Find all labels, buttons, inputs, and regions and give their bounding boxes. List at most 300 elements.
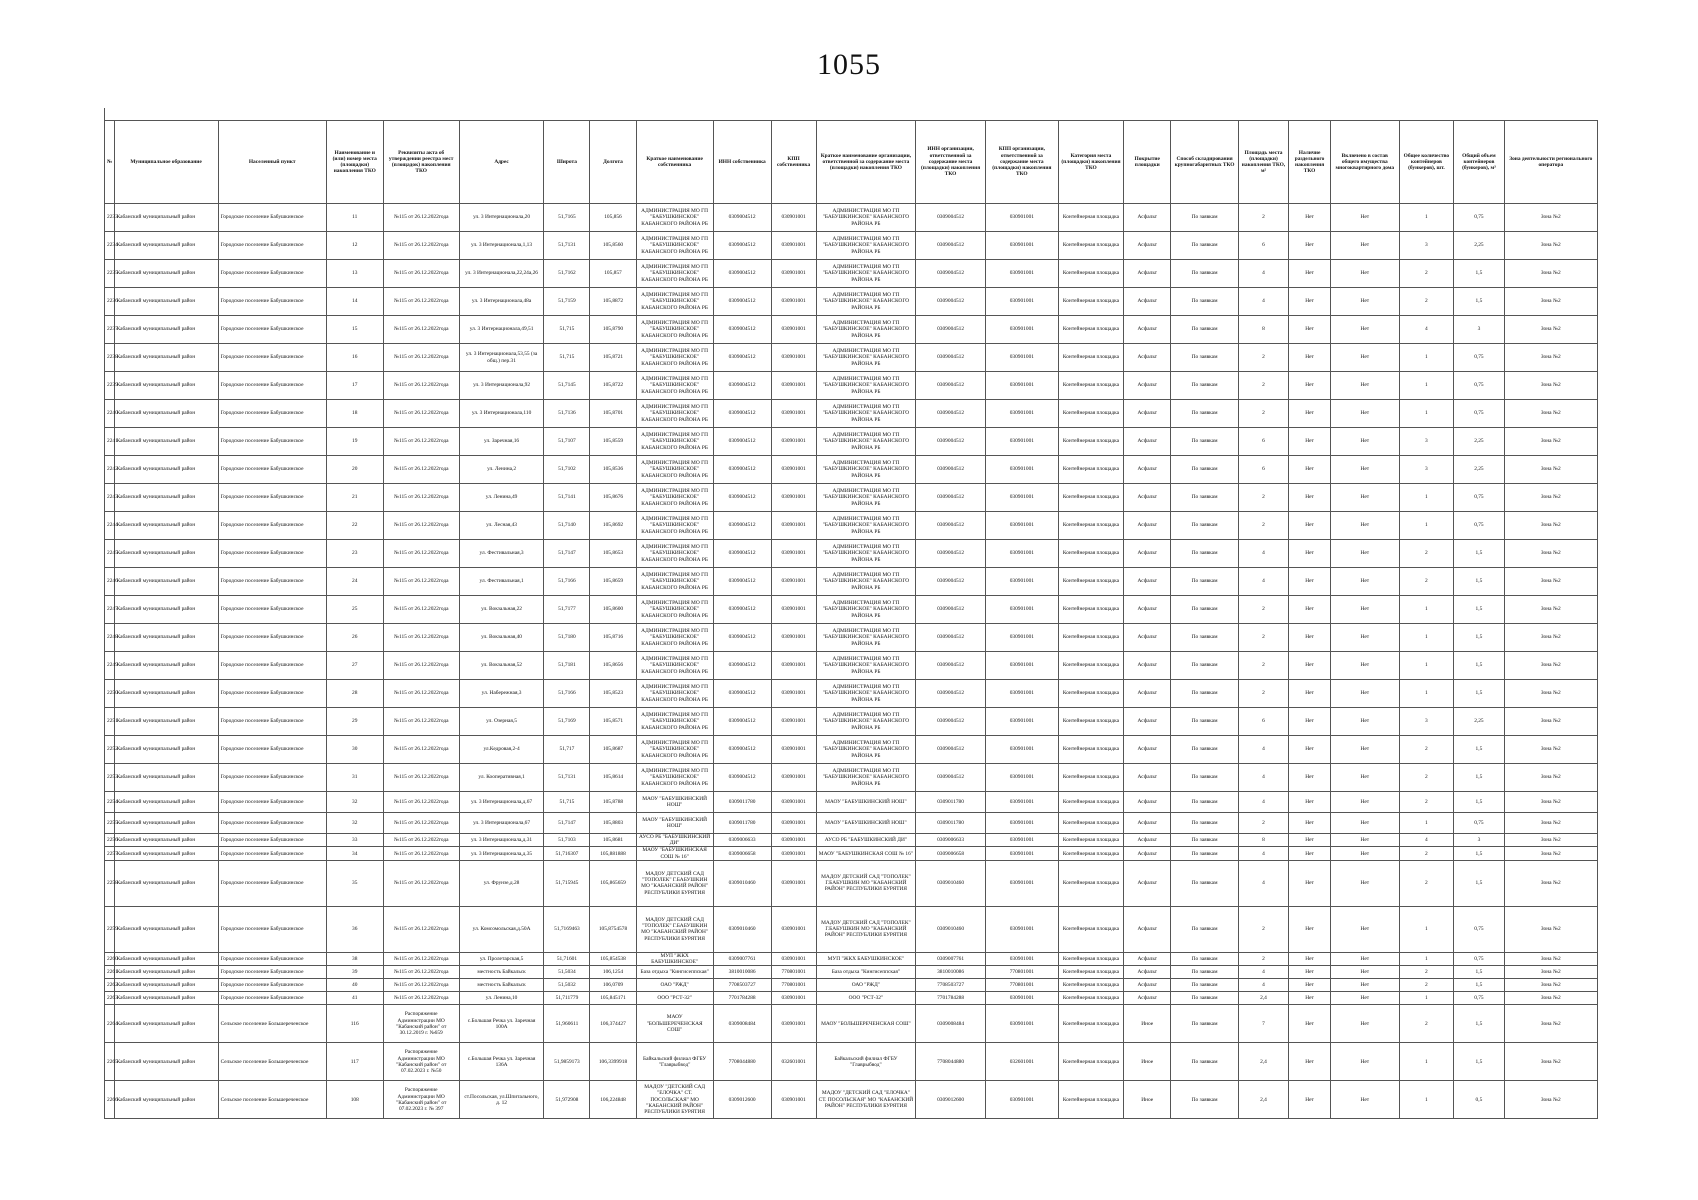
cell-owner-inn: 0309008484 xyxy=(713,1005,771,1043)
cell-n: 2239 xyxy=(105,372,115,400)
cell-place: 31 xyxy=(326,764,383,792)
cell-place: 22 xyxy=(326,512,383,540)
cell-owner-inn: 0309004512 xyxy=(713,624,771,652)
cell-owner: АДМИНИСТРАЦИЯ МО ГП "БАБУШКИНСКОЕ" КАБАНСКОГО РАЙОНА РБ xyxy=(636,736,713,764)
cell-org-kpp: 030901001 xyxy=(985,512,1058,540)
cell-common: Нет xyxy=(1330,834,1399,847)
cell-addr: ул. Озерная,5 xyxy=(459,708,544,736)
cell-common: Нет xyxy=(1330,512,1399,540)
cell-org: МАОУ "БАБУШКИНСКИЙ НОШ" xyxy=(816,792,916,813)
cell-org-inn: 0309008484 xyxy=(916,1005,986,1043)
cell-mo: Кабанский муниципальный район xyxy=(114,428,218,456)
cell-mo: Кабанский муниципальный район xyxy=(114,792,218,813)
cell-n: 2261 xyxy=(105,966,115,979)
cell-common: Нет xyxy=(1330,992,1399,1005)
cell-common: Нет xyxy=(1330,540,1399,568)
table-row xyxy=(105,979,1598,992)
cell-lat: 51,972908 xyxy=(544,1081,590,1119)
cell-place: 18 xyxy=(326,400,383,428)
cell-kgo: По заявкам xyxy=(1171,596,1239,624)
cell-addr: ул. Набережная,3 xyxy=(459,680,544,708)
cell-volume: 1,5 xyxy=(1454,1005,1504,1043)
cell-org-inn: 0309010460 xyxy=(916,860,986,906)
cell-zone: Зона №2 xyxy=(1504,540,1597,568)
column-header: Включено в состав общего имущества многоквартирного дома xyxy=(1330,121,1399,204)
cell-count: 1 xyxy=(1399,952,1454,965)
cell-cat: Контейнерная площадка xyxy=(1058,596,1123,624)
cell-cat: Контейнерная площадка xyxy=(1058,1005,1123,1043)
cell-owner: АДМИНИСТРАЦИЯ МО ГП "БАБУШКИНСКОЕ" КАБАНСКОГО РАЙОНА РБ xyxy=(636,400,713,428)
cell-lat: 51,7107 xyxy=(544,428,590,456)
cell-kgo: По заявкам xyxy=(1171,680,1239,708)
cell-np: Городское поселение Бабушкинское xyxy=(218,992,326,1005)
cell-cover: Иное xyxy=(1124,1081,1171,1119)
cell-cat: Контейнерная площадка xyxy=(1058,400,1123,428)
cell-act: №115 от 26.12.2022года xyxy=(383,596,459,624)
cell-volume: 1,5 xyxy=(1454,680,1504,708)
cell-zone: Зона №2 xyxy=(1504,1081,1597,1119)
cell-org: АДМИНИСТРАЦИЯ МО ГП "БАБУШКИНСКОЕ" КАБАНСКОГО РАЙОНА РБ xyxy=(816,316,916,344)
cell-act: №115 от 26.12.2022года xyxy=(383,992,459,1005)
cell-sep: Нет xyxy=(1289,344,1331,372)
cell-addr: ул. 3 Интернационала,1,13 xyxy=(459,232,544,260)
cell-n: 2260 xyxy=(105,952,115,965)
cell-owner-inn: 0309010460 xyxy=(713,906,771,952)
cell-count: 2 xyxy=(1399,568,1454,596)
cell-act: №115 от 26.12.2022года xyxy=(383,708,459,736)
cell-lon: 105,8656 xyxy=(590,652,636,680)
cell-area: 8 xyxy=(1238,316,1288,344)
table-row xyxy=(105,288,1598,316)
cell-act: №115 от 26.12.2022года xyxy=(383,540,459,568)
cell-owner: МАОУ "БОЛЬШЕРЕЧЕНСКАЯ СОШ" xyxy=(636,1005,713,1043)
cell-org-inn: 7708044880 xyxy=(916,1043,986,1081)
cell-org-inn: 0309004512 xyxy=(916,456,986,484)
cell-owner: ООО "РСТ-32" xyxy=(636,992,713,1005)
cell-owner-kpp: 030901001 xyxy=(771,813,816,834)
cell-kgo: По заявкам xyxy=(1171,860,1239,906)
cell-cover: Асфальт xyxy=(1124,624,1171,652)
cell-np: Городское поселение Бабушкинское xyxy=(218,456,326,484)
cell-owner-kpp: 030901001 xyxy=(771,288,816,316)
column-header: ИНН собственника xyxy=(713,121,771,204)
cell-common: Нет xyxy=(1330,1081,1399,1119)
cell-mo: Кабанский муниципальный район xyxy=(114,860,218,906)
cell-lat: 51,7166 xyxy=(544,680,590,708)
cell-area: 2 xyxy=(1238,344,1288,372)
cell-area: 4 xyxy=(1238,288,1288,316)
cell-addr: ул. Лесная,43 xyxy=(459,512,544,540)
column-header: Наименование и (или) номер места (площадки) накопления ТКО xyxy=(326,121,383,204)
cell-org-inn: 0309004512 xyxy=(916,736,986,764)
cell-n: 2257 xyxy=(105,847,115,860)
cell-count: 1 xyxy=(1399,400,1454,428)
cell-count: 2 xyxy=(1399,792,1454,813)
cell-common: Нет xyxy=(1330,484,1399,512)
cell-lat: 51,5032 xyxy=(544,979,590,992)
cell-mo: Кабанский муниципальный район xyxy=(114,847,218,860)
cell-addr: ул. 3 Интернационала,92 xyxy=(459,372,544,400)
cell-cover: Асфальт xyxy=(1124,428,1171,456)
cell-cat: Контейнерная площадка xyxy=(1058,952,1123,965)
cell-sep: Нет xyxy=(1289,1081,1331,1119)
cell-common: Нет xyxy=(1330,813,1399,834)
cell-lat: 51,715945 xyxy=(544,860,590,906)
cell-place: 25 xyxy=(326,596,383,624)
cell-sep: Нет xyxy=(1289,484,1331,512)
cell-org: АДМИНИСТРАЦИЯ МО ГП "БАБУШКИНСКОЕ" КАБАНСКОГО РАЙОНА РБ xyxy=(816,540,916,568)
cell-cat: Контейнерная площадка xyxy=(1058,344,1123,372)
cell-kgo: По заявкам xyxy=(1171,708,1239,736)
cell-owner-kpp: 770801001 xyxy=(771,979,816,992)
cell-np: Городское поселение Бабушкинское xyxy=(218,260,326,288)
cell-n: 2243 xyxy=(105,484,115,512)
cell-act: Распоряжение Администрации МО "Кабанский район" от 07.02.2023 г. № 397 xyxy=(383,1081,459,1119)
cell-np: Сельское поселение Большереченское xyxy=(218,1043,326,1081)
cell-org: МАДОУ ДЕТСКИЙ САД "ТОПОЛЕК" Г.БАБУШКИН МО "КАБАНСКИЙ РАЙОН" РЕСПУБЛИКИ БУРЯТИЯ xyxy=(816,860,916,906)
cell-zone: Зона №2 xyxy=(1504,979,1597,992)
cell-area: 2 xyxy=(1238,680,1288,708)
cell-act: №115 от 26.12.2022года xyxy=(383,834,459,847)
cell-addr: ул. Вокзальная,52 xyxy=(459,652,544,680)
cell-addr: ул. 3 Интернационала,22,24а,26 xyxy=(459,260,544,288)
cell-owner-kpp: 030901001 xyxy=(771,568,816,596)
table-body xyxy=(105,204,1598,1119)
cell-lat: 51,715 xyxy=(544,316,590,344)
cell-kgo: По заявкам xyxy=(1171,624,1239,652)
cell-owner-inn: 7701784288 xyxy=(713,992,771,1005)
cell-kgo: По заявкам xyxy=(1171,204,1239,232)
cell-sep: Нет xyxy=(1289,906,1331,952)
cell-area: 7 xyxy=(1238,1005,1288,1043)
cell-n: 2266 xyxy=(105,1081,115,1119)
cell-np: Городское поселение Бабушкинское xyxy=(218,316,326,344)
cell-owner: АДМИНИСТРАЦИЯ МО ГП "БАБУШКИНСКОЕ" КАБАНСКОГО РАЙОНА РБ xyxy=(636,372,713,400)
registry-table xyxy=(104,120,1598,1119)
table-row xyxy=(105,260,1598,288)
cell-lon: 105,8600 xyxy=(590,596,636,624)
cell-area: 2,4 xyxy=(1238,1081,1288,1119)
cell-owner-inn: 0309004512 xyxy=(713,596,771,624)
cell-org-inn: 0309004512 xyxy=(916,624,986,652)
cell-owner-kpp: 030901001 xyxy=(771,316,816,344)
cell-cat: Контейнерная площадка xyxy=(1058,834,1123,847)
column-header: Покрытие площадки xyxy=(1124,121,1171,204)
cell-n: 2237 xyxy=(105,316,115,344)
cell-volume: 0,75 xyxy=(1454,400,1504,428)
cell-kgo: По заявкам xyxy=(1171,540,1239,568)
cell-kgo: По заявкам xyxy=(1171,652,1239,680)
cell-org: Байкальский филиал ФГБУ "Главрыбвод" xyxy=(816,1043,916,1081)
cell-sep: Нет xyxy=(1289,708,1331,736)
cell-np: Городское поселение Бабушкинское xyxy=(218,813,326,834)
cell-lat: 51,7159 xyxy=(544,288,590,316)
cell-addr: ул. Фрунзе,д.28 xyxy=(459,860,544,906)
table-row xyxy=(105,813,1598,834)
cell-n: 2253 xyxy=(105,764,115,792)
cell-owner-kpp: 770801001 xyxy=(771,966,816,979)
cell-kgo: По заявкам xyxy=(1171,428,1239,456)
cell-org-kpp: 030901001 xyxy=(985,860,1058,906)
cell-volume: 0,75 xyxy=(1454,484,1504,512)
cell-addr: с.Большая Речка ул. Заречная 136А xyxy=(459,1043,544,1081)
cell-area: 2 xyxy=(1238,204,1288,232)
cell-act: №115 от 26.12.2022года xyxy=(383,680,459,708)
cell-area: 4 xyxy=(1238,260,1288,288)
cell-place: 32 xyxy=(326,813,383,834)
cell-org: АДМИНИСТРАЦИЯ МО ГП "БАБУШКИНСКОЕ" КАБАНСКОГО РАЙОНА РБ xyxy=(816,596,916,624)
cell-common: Нет xyxy=(1330,764,1399,792)
cell-lat: 51,7181 xyxy=(544,652,590,680)
cell-addr: ул. Фестивальная,1 xyxy=(459,568,544,596)
cell-owner-kpp: 030901001 xyxy=(771,344,816,372)
table-row xyxy=(105,992,1598,1005)
cell-area: 6 xyxy=(1238,428,1288,456)
cell-place: 21 xyxy=(326,484,383,512)
cell-org: АДМИНИСТРАЦИЯ МО ГП "БАБУШКИНСКОЕ" КАБАНСКОГО РАЙОНА РБ xyxy=(816,736,916,764)
cell-common: Нет xyxy=(1330,966,1399,979)
column-header: КПП организации, ответственной за содержание места (площадки) накопления ТКО xyxy=(985,121,1058,204)
cell-lon: 105,881888 xyxy=(590,847,636,860)
cell-area: 2,4 xyxy=(1238,1043,1288,1081)
cell-owner: МАДОУ ДЕТСКИЙ САД "ТОПОЛЕК" Г.БАБУШКИН МО "КАБАНСКИЙ РАЙОН" РЕСПУБЛИКИ БУРЯТИЯ xyxy=(636,906,713,952)
cell-area: 6 xyxy=(1238,232,1288,260)
column-header: № xyxy=(105,121,115,204)
cell-lat: 51,715 xyxy=(544,344,590,372)
cell-act: №115 от 26.12.2022года xyxy=(383,736,459,764)
cell-n: 2238 xyxy=(105,344,115,372)
cell-np: Городское поселение Бабушкинское xyxy=(218,512,326,540)
cell-common: Нет xyxy=(1330,952,1399,965)
cell-lat: 51,7147 xyxy=(544,813,590,834)
cell-org-inn: 3810010086 xyxy=(916,966,986,979)
cell-area: 4 xyxy=(1238,966,1288,979)
cell-n: 2265 xyxy=(105,1043,115,1081)
cell-area: 2 xyxy=(1238,484,1288,512)
cell-kgo: По заявкам xyxy=(1171,400,1239,428)
cell-act: №115 от 26.12.2022года xyxy=(383,568,459,596)
cell-lat: 51,7103 xyxy=(544,834,590,847)
cell-sep: Нет xyxy=(1289,1043,1331,1081)
table-row xyxy=(105,952,1598,965)
cell-org-inn: 0309004512 xyxy=(916,260,986,288)
column-header: КПП собственника xyxy=(771,121,816,204)
cell-volume: 2,25 xyxy=(1454,456,1504,484)
cell-addr: ул. Ленина,2 xyxy=(459,456,544,484)
cell-owner-inn: 0309004512 xyxy=(713,260,771,288)
cell-sep: Нет xyxy=(1289,652,1331,680)
cell-org-kpp: 030901001 xyxy=(985,316,1058,344)
cell-volume: 2,25 xyxy=(1454,428,1504,456)
cell-area: 6 xyxy=(1238,456,1288,484)
cell-count: 4 xyxy=(1399,834,1454,847)
cell-addr: ул. Ленина,10 xyxy=(459,992,544,1005)
cell-sep: Нет xyxy=(1289,680,1331,708)
cell-np: Городское поселение Бабушкинское xyxy=(218,708,326,736)
cell-volume: 0,75 xyxy=(1454,204,1504,232)
cell-sep: Нет xyxy=(1289,288,1331,316)
column-header: Долгота xyxy=(590,121,636,204)
table-row xyxy=(105,834,1598,847)
cell-cat: Контейнерная площадка xyxy=(1058,484,1123,512)
cell-mo: Кабанский муниципальный район xyxy=(114,204,218,232)
cell-volume: 0,75 xyxy=(1454,992,1504,1005)
column-header: Краткое наименование организации, ответственной за содержание места (площадки) накопления ТКО xyxy=(816,121,916,204)
table-row xyxy=(105,1081,1598,1119)
cell-act: №115 от 26.12.2022года xyxy=(383,652,459,680)
cell-cover: Асфальт xyxy=(1124,847,1171,860)
cell-place: 30 xyxy=(326,736,383,764)
cell-lon: 105,8803 xyxy=(590,813,636,834)
cell-lon: 105,8523 xyxy=(590,680,636,708)
cell-place: 38 xyxy=(326,952,383,965)
cell-cat: Контейнерная площадка xyxy=(1058,1043,1123,1081)
table-row xyxy=(105,512,1598,540)
cell-org-kpp: 030901001 xyxy=(985,680,1058,708)
cell-place: 11 xyxy=(326,204,383,232)
cell-owner: АДМИНИСТРАЦИЯ МО ГП "БАБУШКИНСКОЕ" КАБАНСКОГО РАЙОНА РБ xyxy=(636,428,713,456)
cell-org-kpp: 770801001 xyxy=(985,966,1058,979)
cell-owner-inn: 0309004512 xyxy=(713,400,771,428)
cell-np: Городское поселение Бабушкинское xyxy=(218,596,326,624)
cell-lat: 51,711779 xyxy=(544,992,590,1005)
cell-mo: Кабанский муниципальный район xyxy=(114,966,218,979)
cell-kgo: По заявкам xyxy=(1171,1005,1239,1043)
cell-org: АДМИНИСТРАЦИЯ МО ГП "БАБУШКИНСКОЕ" КАБАНСКОГО РАЙОНА РБ xyxy=(816,400,916,428)
cell-owner: АДМИНИСТРАЦИЯ МО ГП "БАБУШКИНСКОЕ" КАБАНСКОГО РАЙОНА РБ xyxy=(636,456,713,484)
cell-place: 13 xyxy=(326,260,383,288)
cell-zone: Зона №2 xyxy=(1504,764,1597,792)
cell-n: 2262 xyxy=(105,979,115,992)
cell-volume: 1,5 xyxy=(1454,979,1504,992)
cell-act: №115 от 26.12.2022года xyxy=(383,979,459,992)
cell-mo: Кабанский муниципальный район xyxy=(114,624,218,652)
column-header: Наличие раздельного накопления ТКО xyxy=(1289,121,1331,204)
cell-volume: 1,5 xyxy=(1454,624,1504,652)
cell-common: Нет xyxy=(1330,232,1399,260)
cell-zone: Зона №2 xyxy=(1504,372,1597,400)
cell-kgo: По заявкам xyxy=(1171,1081,1239,1119)
cell-cover: Асфальт xyxy=(1124,979,1171,992)
cell-lon: 105,8754578 xyxy=(590,906,636,952)
cell-owner-kpp: 030901001 xyxy=(771,736,816,764)
cell-place: 26 xyxy=(326,624,383,652)
cell-org-inn: 0309011780 xyxy=(916,813,986,834)
cell-addr: местность Байкальск xyxy=(459,979,544,992)
cell-cover: Асфальт xyxy=(1124,456,1171,484)
cell-addr: ул. 3 Интернационала,48а xyxy=(459,288,544,316)
cell-zone: Зона №2 xyxy=(1504,288,1597,316)
cell-cover: Асфальт xyxy=(1124,992,1171,1005)
cell-lon: 105,8687 xyxy=(590,736,636,764)
cell-owner-kpp: 030901001 xyxy=(771,204,816,232)
cell-org-kpp: 030901001 xyxy=(985,952,1058,965)
cell-mo: Кабанский муниципальный район xyxy=(114,400,218,428)
cell-common: Нет xyxy=(1330,860,1399,906)
cell-count: 2 xyxy=(1399,860,1454,906)
cell-zone: Зона №2 xyxy=(1504,652,1597,680)
cell-owner-kpp: 030901001 xyxy=(771,540,816,568)
cell-org-kpp: 030901001 xyxy=(985,992,1058,1005)
cell-org-inn: 0309004512 xyxy=(916,372,986,400)
cell-act: №115 от 26.12.2022года xyxy=(383,906,459,952)
cell-cover: Асфальт xyxy=(1124,232,1171,260)
cell-lon: 105,8571 xyxy=(590,708,636,736)
cell-org-inn: 0309004512 xyxy=(916,596,986,624)
cell-mo: Кабанский муниципальный район xyxy=(114,232,218,260)
cell-zone: Зона №2 xyxy=(1504,834,1597,847)
cell-common: Нет xyxy=(1330,316,1399,344)
cell-org-inn: 0309012600 xyxy=(916,1081,986,1119)
cell-cover: Асфальт xyxy=(1124,736,1171,764)
cell-zone: Зона №2 xyxy=(1504,456,1597,484)
cell-owner-inn: 0309004512 xyxy=(713,288,771,316)
cell-cover: Асфальт xyxy=(1124,400,1171,428)
cell-lat: 51,716307 xyxy=(544,847,590,860)
cell-common: Нет xyxy=(1330,1043,1399,1081)
cell-volume: 1,5 xyxy=(1454,540,1504,568)
cell-owner-kpp: 030901001 xyxy=(771,596,816,624)
cell-owner-kpp: 030901001 xyxy=(771,1081,816,1119)
cell-common: Нет xyxy=(1330,428,1399,456)
cell-zone: Зона №2 xyxy=(1504,847,1597,860)
cell-np: Городское поселение Бабушкинское xyxy=(218,680,326,708)
cell-place: 12 xyxy=(326,232,383,260)
cell-owner: АДМИНИСТРАЦИЯ МО ГП "БАБУШКИНСКОЕ" КАБАНСКОГО РАЙОНА РБ xyxy=(636,764,713,792)
cell-org-kpp: 030901001 xyxy=(985,906,1058,952)
cell-place: 19 xyxy=(326,428,383,456)
cell-zone: Зона №2 xyxy=(1504,860,1597,906)
cell-n: 2249 xyxy=(105,652,115,680)
cell-org: АДМИНИСТРАЦИЯ МО ГП "БАБУШКИНСКОЕ" КАБАНСКОГО РАЙОНА РБ xyxy=(816,652,916,680)
cell-place: 15 xyxy=(326,316,383,344)
cell-cover: Асфальт xyxy=(1124,680,1171,708)
cell-np: Городское поселение Бабушкинское xyxy=(218,906,326,952)
cell-area: 2 xyxy=(1238,596,1288,624)
table-row xyxy=(105,232,1598,260)
cell-owner: АДМИНИСТРАЦИЯ МО ГП "БАБУШКИНСКОЕ" КАБАНСКОГО РАЙОНА РБ xyxy=(636,596,713,624)
cell-volume: 1,5 xyxy=(1454,764,1504,792)
cell-lat: 51,7177 xyxy=(544,596,590,624)
cell-org: АДМИНИСТРАЦИЯ МО ГП "БАБУШКИНСКОЕ" КАБАНСКОГО РАЙОНА РБ xyxy=(816,456,916,484)
cell-cat: Контейнерная площадка xyxy=(1058,764,1123,792)
cell-org-inn: 0309004512 xyxy=(916,680,986,708)
cell-org-kpp: 030901001 xyxy=(985,1005,1058,1043)
table-row xyxy=(105,1005,1598,1043)
cell-mo: Кабанский муниципальный район xyxy=(114,952,218,965)
column-header: ИНН организации, ответственной за содержание места (площадки) накопления ТКО xyxy=(916,121,986,204)
cell-mo: Кабанский муниципальный район xyxy=(114,540,218,568)
cell-zone: Зона №2 xyxy=(1504,512,1597,540)
cell-kgo: По заявкам xyxy=(1171,316,1239,344)
cell-sep: Нет xyxy=(1289,992,1331,1005)
column-header: Реквизиты акта об утверждении реестра мест (площадок) накопления ТКО xyxy=(383,121,459,204)
cell-count: 1 xyxy=(1399,372,1454,400)
column-header: Площадь места (площадки) накопления ТКО, м² xyxy=(1238,121,1288,204)
cell-area: 2 xyxy=(1238,624,1288,652)
cell-cat: Контейнерная площадка xyxy=(1058,456,1123,484)
cell-zone: Зона №2 xyxy=(1504,344,1597,372)
cell-common: Нет xyxy=(1330,372,1399,400)
cell-cover: Асфальт xyxy=(1124,372,1171,400)
cell-np: Сельское поселение Большереченское xyxy=(218,1005,326,1043)
cell-owner: АДМИНИСТРАЦИЯ МО ГП "БАБУШКИНСКОЕ" КАБАНСКОГО РАЙОНА РБ xyxy=(636,484,713,512)
table-row xyxy=(105,372,1598,400)
cell-owner-inn: 0309004512 xyxy=(713,764,771,792)
cell-volume: 0,75 xyxy=(1454,952,1504,965)
table-row xyxy=(105,540,1598,568)
cell-lat: 51,7147 xyxy=(544,540,590,568)
